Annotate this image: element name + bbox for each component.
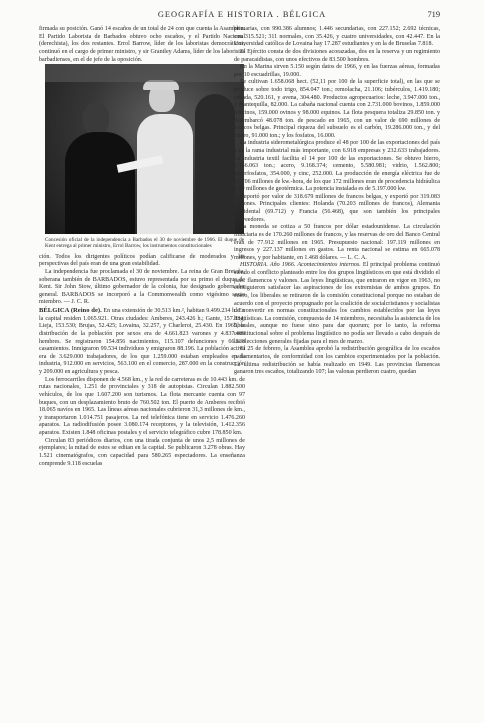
paragraph: Importó por valor de 318.679 millones de francos belgas, y exportó por 319.083 millones. Principales clientes: Holanda (70.203 millones de francos), Alemania Occidental (69.712) y Francia (56.468), que son también los principales proveedores. [234, 193, 440, 223]
paragraph: En la Marina sirven 5.150 según datos de 1966, y en las fuerzas aéreas, formadas por 10 escuadrillas, 19.000. [234, 64, 440, 78]
history-subheading: HISTORIA. Año 1966. Acontecimientos internos. [240, 262, 361, 269]
paragraph: La independencia fue proclamada el 30 de noviembre. La reina de Gran Bretaña, soberana también de BARBADOS, estuvo representada por su primo el duque de Kent. Sir John Stow, último gobernador de la colonia, fue designado gobernador general. BARBADOS se incorporó a la Commonwealth como vigésimo sexto miembro. — J. C. R. [39, 268, 245, 306]
running-title: GEOGRAFÍA E HISTORIA . BÉLGICA [157, 10, 327, 19]
photo-caption: Concesión oficial de la independencia a Barbados el 30 de noviembre de 1966. El duque de Kent entrega al primer ministro, Errol Barrow, los instrumentos constitucionales [45, 237, 244, 250]
section-title: BÉLGICA (Reino de). [39, 307, 102, 315]
page-number: 719 [427, 10, 440, 19]
right-column [234, 26, 440, 377]
paragraph: El Ejército consta de dos divisiones acorazadas, dos en la reserva y un regimiento de paracaidistas, con unos efectivos de 83.500 hombres. [234, 48, 440, 63]
paragraph: Circulan 83 periódicos diarios, con una tirada conjunta de unos 2,5 millones de ejemplares; la mitad de estos se editan en la capital. Se publicaron 3.278 obras. Hay 1.521 cinematógrafos, con capacidad para 580.265 espectadores. La enseñanza comprende 9.118 escuelas [39, 437, 245, 467]
paragraph: La industria siderometalúrgica produce el 48 por 100 de las exportaciones del país y es la rama industrial más importante, con 6.918 empresas y 232.633 trabajadores. La industria textil facilita el 14 por 100 de las exportaciones. Se obtuvo hierro, 8.366.063 ton.; acero, 9.168.374; cemento, 5.580.981; vidrio, 1.562.800; superfosfatos, 354.000, y cinc, 252.000. La producción de energía eléctrica fue de 21.706 millones de kw.-hora, de los que 172 millones eran de procedencia hidráulica y 50 millones de geotérmica. La potencia instalada es de 5.197.000 kw. [234, 140, 440, 193]
independence-ceremony-photo [45, 64, 244, 234]
paragraph: firmada su posición. Ganó 14 escaños de un total de 24 con que cuenta la Asamblea. El Partido Laborista de Barbados obtuvo ocho escaños, y el Partido Nacional (derechista), los dos restantes. Errol Barrow, líder de los laboristas democráticos, continuó en el cargo de primer ministro, y sir Grantley Adams, líder de los laboristas barbadienses, en el de jefe de la oposición. [39, 26, 245, 63]
paragraph: El 25 de febrero, la Asamblea aprobó la redistribución geográfica de los escaños parlamentarios, de conformidad con los cambios experimentados por la población. La última redistribución se había realizado en 1949. Las provincias flamencas ganaron tres escaños, totalizando 107; las valonas perdieron cuatro, quedan [234, 346, 440, 376]
paragraph: primarias, con 990.386 alumnos; 1.446 secundarias, con 227.152; 2.692 técnicas, con 315.521; 311 normales, con 35.426, y cuatro universidades, con 42.447. En la Universidad católica de Lovaina hay 17.287 estudiantes y en la de Bruselas 7.818. [234, 26, 440, 48]
paragraph: La moneda se cotiza a 50 francos por dólar estadounidense. La circulación fiduciaria es de 170.260 millones de francos, y las reservas de oro del Banco Central eran de 77.912 millones en 1965. Presupuesto nacional: 197.119 millones en ingresos y 227.137 millones en gastos. La renta nacional se estima en 665.078 millones, y por habitante, en 1.468 dólares. — L. C. A. [234, 224, 440, 261]
paragraph: En una extensión de 30.513 km.², habitan 9.499.234 h. En la capital residen 1.065.921. Otras ciudades: Amberes, 243.426 h.; Gante, 157.834; Lieja, 153.530; Brujas, 52.425; Lovaina, 32.257, y Charleroi, 25.430. En 1965, la distribución de la población por sexos era de 4.661.823 varones y 4.837.409 hembres. Se registraron 154.856 nacimientos, 115.107 defunciones y 66.538 casamientos. Inmigraron 99.534 individuos y emigraron 88.196. La población activa era de 3.629.000 trabajadores, de los que 1.259.000 estaban empleados en la industria, 912.000 en servicios, 563.100 en el comercio, 287.000 en la construcción y 209.000 en agricultura y pesca. [39, 308, 246, 376]
paragraph: Los ferrocarriles disponen de 4.568 km., y la red de carreteras es de 10.443 km. de rutas nacionales, 1.251 de provinciales y 318 de autopistas. Circulan 1.882.500 vehículos, de los que 1.607.200 son turismos. La flota mercante cuenta con 97 buques, con un desplazamiento bruto de 760.502 ton. El puerto de Amberes recibió 18.065 navíos en 1965. Las líneas aéreas nacionales cubrieron 31,3 millones de km., y transportaron 1.014.751 pasajeros. La red telefónica tiene en servicio 1.476.260 aparatos. La radiodifusión posee 3.080.174 receptores, y la televisión, 1.412.356 aparatos. Existen 1.848 oficinas postales y el servicio telegráfico cubre 178.850 km. [39, 376, 245, 437]
left-column [39, 26, 245, 468]
paragraph: El principal problema continuó siendo el conflicto planteado entre los dos grupos lingüísticos en que está dividido el país: flamencos y valones. Las leyes lingüísticas, que entraron en vigor en 1963, no consiguieron satisfacer las aspiraciones de los extremistas de ambos grupos. En enero, los liberales se retiraron de la comisión constitucional porque no estaban de acuerdo con el proyecto propugnado por la coalición de socialcristianos y socialistas de convertir en normas constitucionales los cambios establecidos por las leyes lingüísticas. La comisión, compuesta de 14 miembros, necesitaba la asistencia de los liberales, aunque no fuese sino para dar quorum; por lo tanto, la reforma constitucional sobre el problema lingüístico no podía ser llevado a cabo después de las elecciones generales fijadas para el mes de marzo. [234, 262, 440, 345]
paragraph: ción. Todos los dirigentes políticos podían calificarse de moderados y las perspectivas del país eran de una gran estabilidad. [39, 253, 245, 268]
paragraph: Se cultivan 1.658.068 hect. (52,11 por 100 de la superficie total), en las que se produce sobre todo trigo, 854.047 ton.; remolacha, 21.106; tubérculos, 1.419.180; cebada, 520.161, y avena, 304.480. Productos agropecuarios: leche, 3.947.000 ton., y mantequilla, 82.000. La cabaña nacional cuenta con 2.731.000 bovinos, 1.859.000 porcinos, 159.000 ovinos y 98.000 equinos. La flota pesquera totaliza 29.850 ton. y desembarcó 48.078 ton. de pescado en 1965, con un valor de 690 millones de francos belgas. Principal riqueza del subsuelo es el carbón, 19.286.000 ton., y del hierro, 91.000 ton.; y los fosfatos, 16.000. [234, 79, 440, 139]
